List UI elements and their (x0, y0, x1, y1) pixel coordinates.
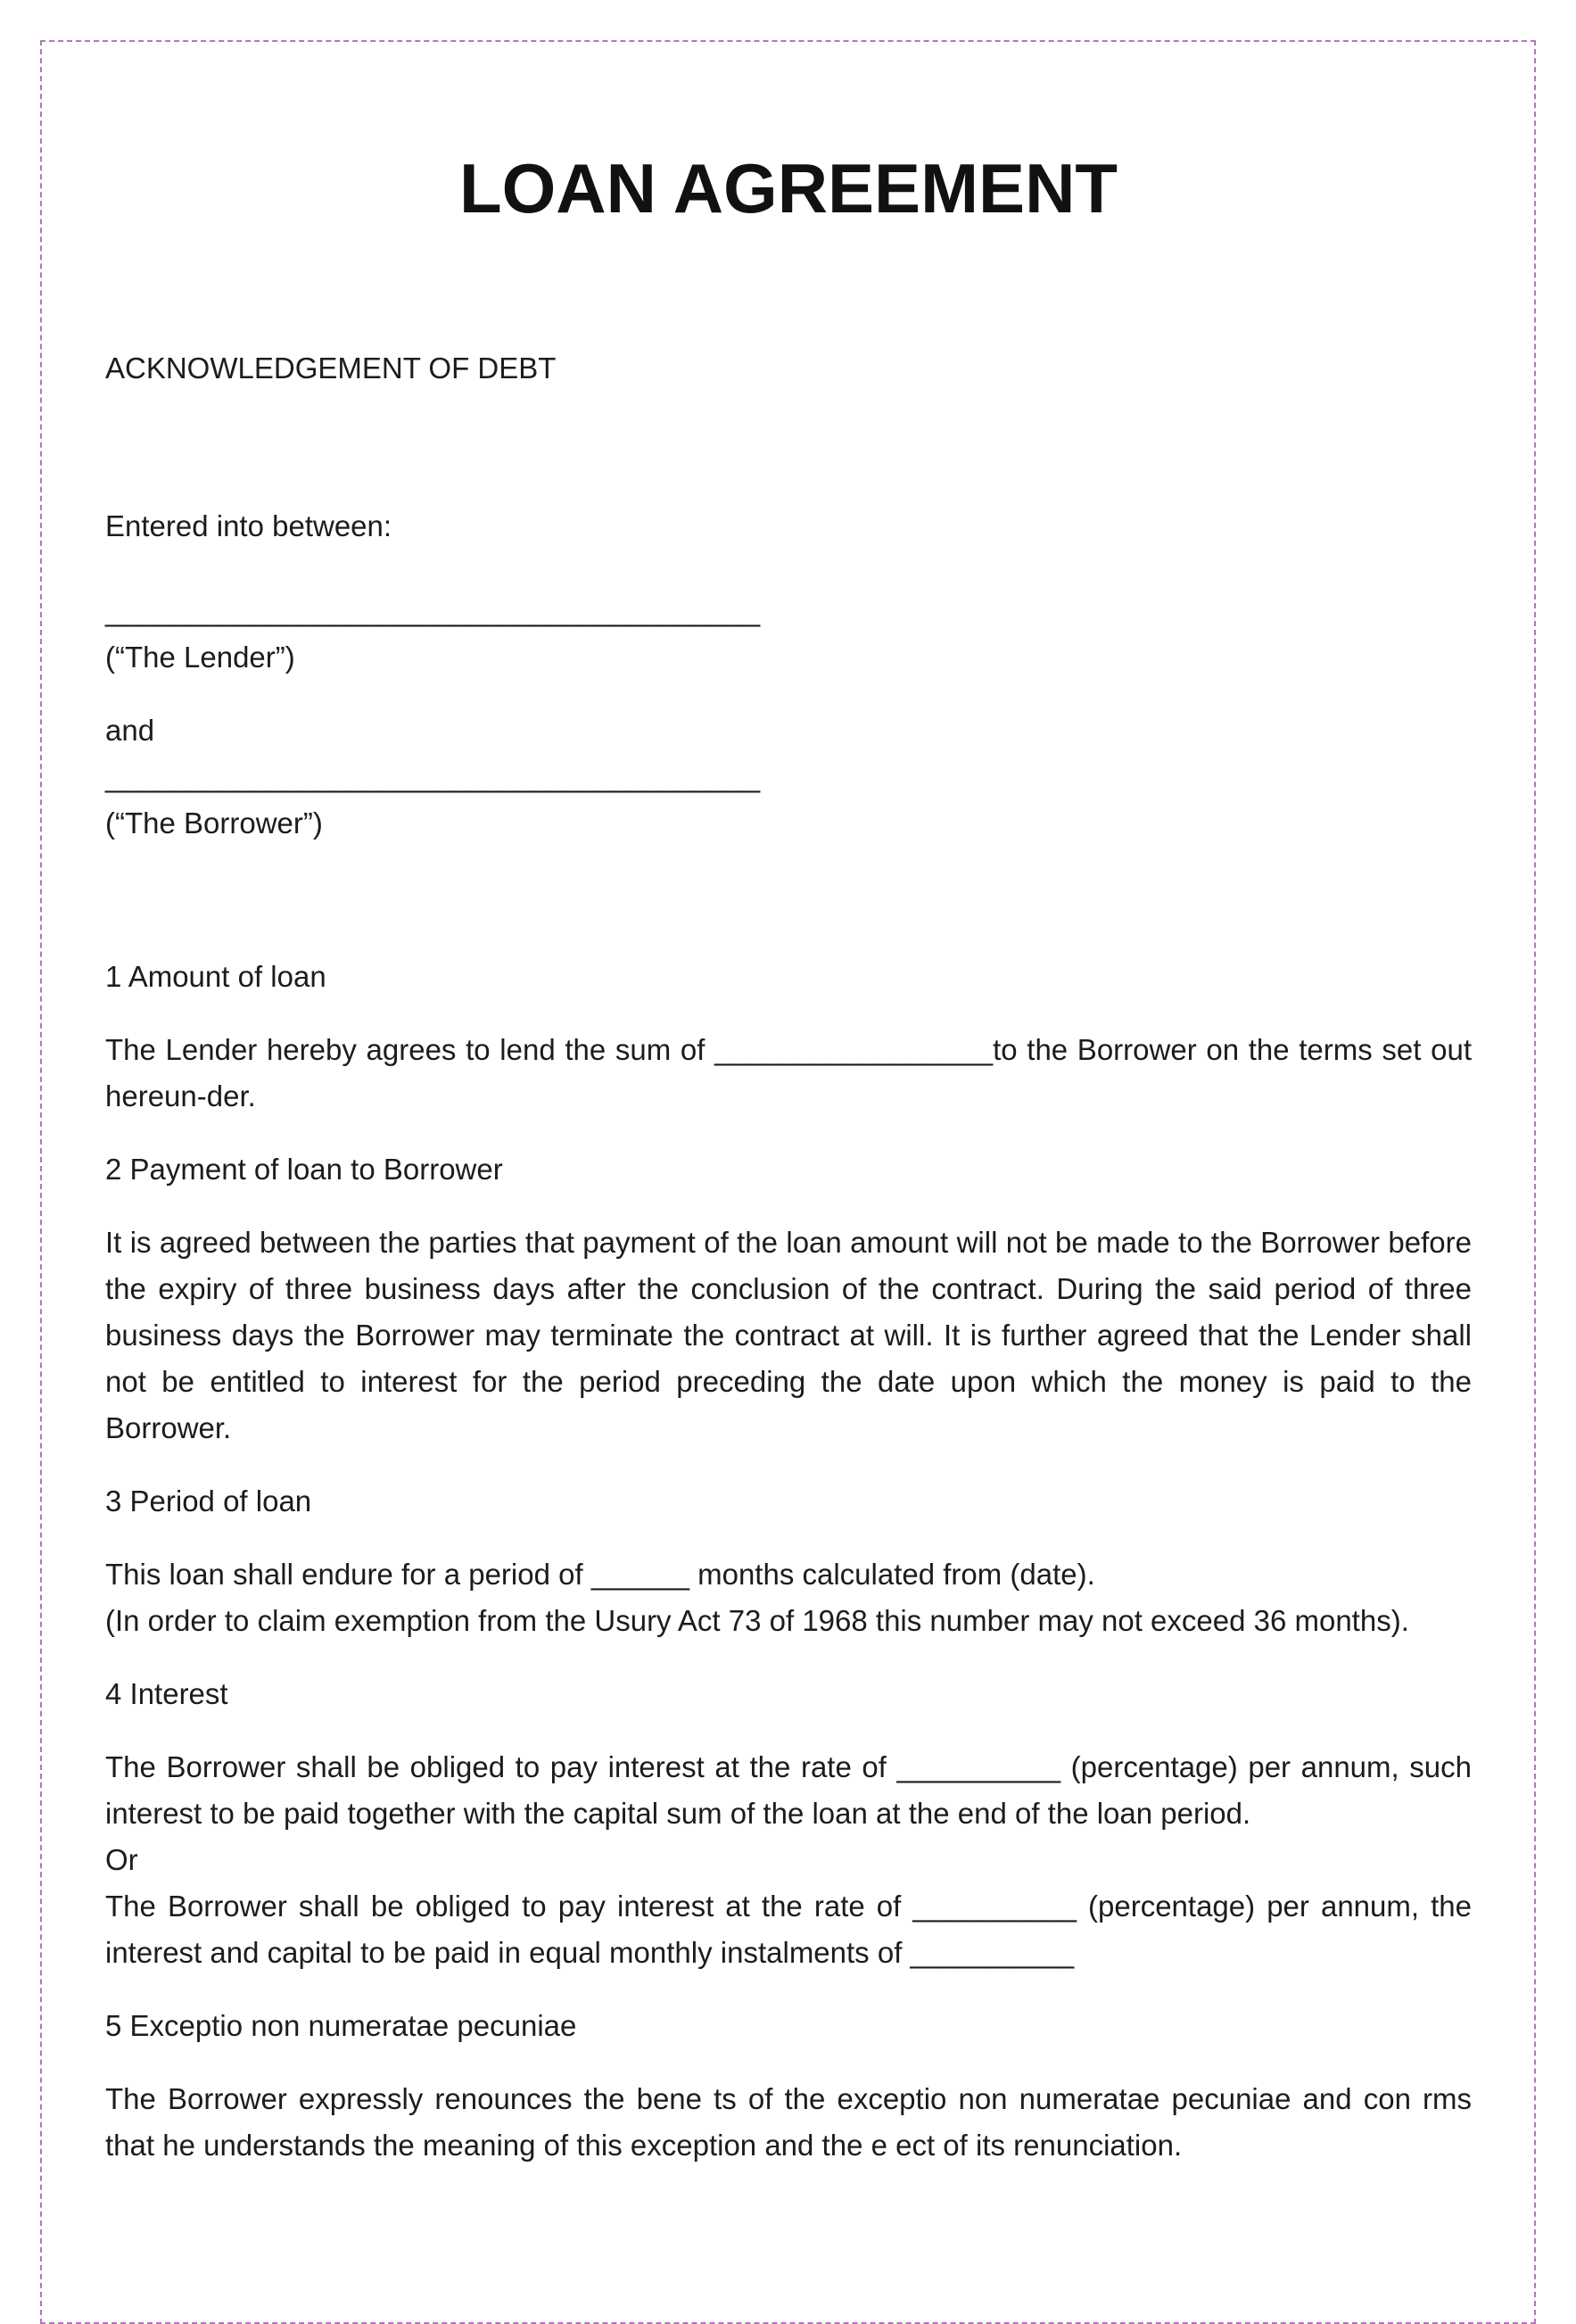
borrower-name-blank: ________________________________________ (105, 760, 761, 793)
section-paragraph-or: Or (105, 1843, 138, 1876)
document-content (105, 0, 1472, 2196)
lender-name-blank: ________________________________________ (105, 594, 761, 627)
parties-conjunction: and (105, 714, 155, 747)
section-paragraph: The Borrower shall be obliged to pay interest at the rate of __________ (percentage) per annum, the interest and capital to be paid in equal monthly instalments of __________ (105, 1890, 1472, 1969)
section-interest (105, 1671, 1472, 1976)
section-period-of-loan (105, 1478, 1472, 1644)
section-paragraph: (In order to claim exemption from the Usury Act 73 of 1968 this number may not exceed 36 months). (105, 1604, 1409, 1637)
section-heading: 5 Exceptio non numeratae pecuniae (105, 2009, 577, 2042)
lender-label: (“The Lender”) (105, 641, 295, 674)
document-title: LOAN AGREEMENT (458, 149, 1118, 227)
section-amount-of-loan (105, 954, 1472, 1120)
section-heading: 1 Amount of loan (105, 960, 326, 993)
section-heading: 3 Period of loan (105, 1485, 312, 1518)
section-paragraph: It is agreed between the parties that payment of the loan amount will not be made to the Borrower before the expiry of three business days after the conclusion of the contract. During the said period of three business days the Borrower may terminate the contract at will. It is further agreed that the Lender shall not be entitled to interest for the period preceding the date upon which the money is paid to the Borrower. (105, 1226, 1472, 1444)
section-exceptio (105, 2003, 1472, 2169)
parties-intro: Entered into between: (105, 509, 392, 542)
borrower-label: (“The Borrower”) (105, 806, 323, 839)
section-paragraph: This loan shall endure for a period of ______ months calculated from (date). (105, 1558, 1095, 1591)
section-paragraph: The Lender hereby agrees to lend the sum of _________________to the Borrower on the terms set out hereun-der. (105, 1033, 1472, 1112)
section-payment-of-loan (105, 1146, 1472, 1451)
section-paragraph: The Borrower shall be obliged to pay interest at the rate of __________ (percentage) per annum, such interest to be paid together with the capital sum of the loan at the end of the loan period. (105, 1750, 1472, 1830)
document-subtitle: ACKNOWLEDGEMENT OF DEBT (105, 351, 557, 385)
section-paragraph: The Borrower expressly renounces the bene ts of the exceptio non numeratae pecuniae and con rms that he understands the meaning of this exception and the e ect of its renunciation. (105, 2082, 1472, 2162)
section-heading: 2 Payment of loan to Borrower (105, 1153, 503, 1186)
section-heading: 4 Interest (105, 1677, 228, 1710)
